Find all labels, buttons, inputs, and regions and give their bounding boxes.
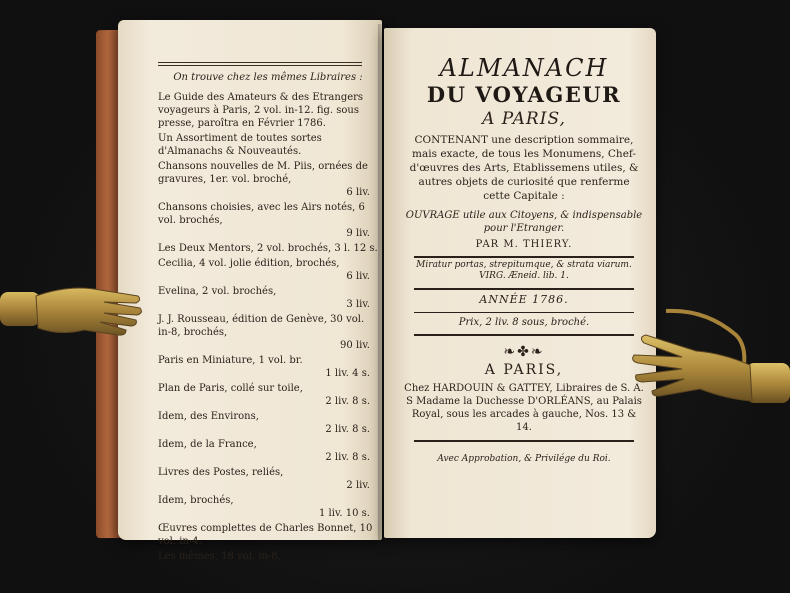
entry-text: Livres des Postes, reliés, (158, 467, 284, 478)
left-page-heading: On trouve chez les mêmes Libraires : (173, 72, 363, 83)
year-line: ANNÉE 1786. (479, 293, 569, 306)
author-line: PAR M. THIERY. (475, 239, 573, 250)
list-item (158, 160, 378, 199)
entry-price: 6 liv. (346, 187, 370, 198)
list-item (158, 257, 378, 283)
list-item (158, 494, 378, 520)
rule-4 (414, 334, 634, 336)
list-item (158, 410, 378, 436)
epigraph-source: VIRG. Æneid. lib. 1. (479, 271, 569, 281)
entry-text: Cecilia, 4 vol. jolie édition, brochés, (158, 258, 340, 269)
entry-price: 1 liv. 4 s. (325, 368, 370, 379)
entry-price: 3 liv. (346, 299, 370, 310)
entry-text: Les Deux Mentors, 2 vol. brochés, 3 l. 12 s. (158, 243, 378, 254)
list-item (158, 438, 378, 464)
rule-2 (414, 288, 634, 290)
entry-price: 2 liv. 8 s. (325, 396, 370, 407)
entries-container (158, 91, 378, 563)
entry-text: Idem, des Environs, (158, 411, 259, 422)
entry-text: Paris en Miniature, 1 vol. br. (158, 355, 303, 366)
entry-price: 6 liv. (346, 271, 370, 282)
list-item (158, 242, 378, 255)
list-item (158, 91, 378, 130)
publisher-line: Chez HARDOUIN & GATTEY, Libraires de S. A. S Madame la Duchesse D'ORLÉANS, au Palais Royal, sous les arcades à gauche, Nos. 13 & 14. (404, 383, 644, 433)
list-item (158, 132, 378, 158)
title-page-content (404, 50, 644, 464)
left-brass-hand-icon (0, 270, 150, 350)
entry-text: Chansons choisies, avec les Airs notés, 6 vol. brochés, (158, 202, 365, 226)
entry-price: 2 liv. (346, 480, 370, 491)
entry-text: Idem, de la France, (158, 439, 257, 450)
list-item (158, 354, 378, 380)
left-page (118, 20, 382, 562)
entry-price: 1 liv. 10 s. (319, 508, 370, 519)
right-brass-hand-icon (626, 305, 790, 415)
title-du-voyageur: DU VOYAGEUR (426, 82, 622, 107)
entry-text: Plan de Paris, collé sur toile, (158, 383, 303, 394)
entry-text: Evelina, 2 vol. brochés, (158, 286, 277, 297)
entry-price: 9 liv. (346, 228, 370, 239)
entry-text: J. J. Rousseau, édition de Genève, 30 vol. in-8, brochés, (158, 314, 365, 338)
entry-text: Le Guide des Amateurs & des Etrangers voyageurs à Paris, 2 vol. in-12. fig. sous presse, paroîtra en Février 1786. (158, 92, 364, 129)
ouvrage-line: OUVRAGE utile aux Citoyens, & indispensable pour l'Etranger. (405, 210, 643, 234)
imprint-place: A PARIS, (484, 362, 564, 378)
rule-3 (414, 312, 634, 313)
ornament-icon: ❧✤❧ (503, 344, 545, 360)
list-item (158, 285, 378, 311)
title-page (384, 28, 656, 538)
list-item (158, 522, 378, 548)
epigraph-quote: Miratur portas, strepitumque, & strata viarum. (416, 260, 632, 270)
list-item (158, 201, 378, 240)
entry-price: 90 liv. (340, 340, 370, 351)
rule-5 (414, 440, 634, 442)
advertisement-list (158, 62, 378, 565)
list-item (158, 382, 378, 408)
list-item (158, 313, 378, 352)
top-rule (158, 62, 362, 66)
entry-price: 2 liv. 8 s. (325, 452, 370, 463)
list-item (158, 466, 378, 492)
list-item (158, 550, 378, 563)
entry-text: Un Assortiment de toutes sortes d'Almanachs & Nouveautés. (158, 133, 322, 157)
entry-text: Œuvres complettes de Charles Bonnet, 10 vol. in-4. (158, 523, 373, 547)
entry-text: Les mêmes, 18 vol. in-8, (158, 551, 281, 562)
entry-text: Idem, brochés, (158, 495, 234, 506)
title-a-paris: A PARIS, (482, 109, 566, 129)
entry-price: 2 liv. 8 s. (325, 424, 370, 435)
approbation-line: Avec Approbation, & Privilége du Roi. (437, 454, 611, 464)
description: CONTENANT une description sommaire, mais exacte, de tous les Monumens, Chef-d'œuvres des Arts, Etablissemens utiles, & autres objets de curiosité que renferme cette Capitale : (409, 134, 639, 202)
rule-1 (414, 256, 634, 258)
price-line: Prix, 2 liv. 8 sous, broché. (458, 317, 590, 328)
title-almanach: ALMANACH (439, 54, 609, 82)
entry-text: Chansons nouvelles de M. Piis, ornées de gravures, 1er. vol. broché, (158, 161, 368, 185)
